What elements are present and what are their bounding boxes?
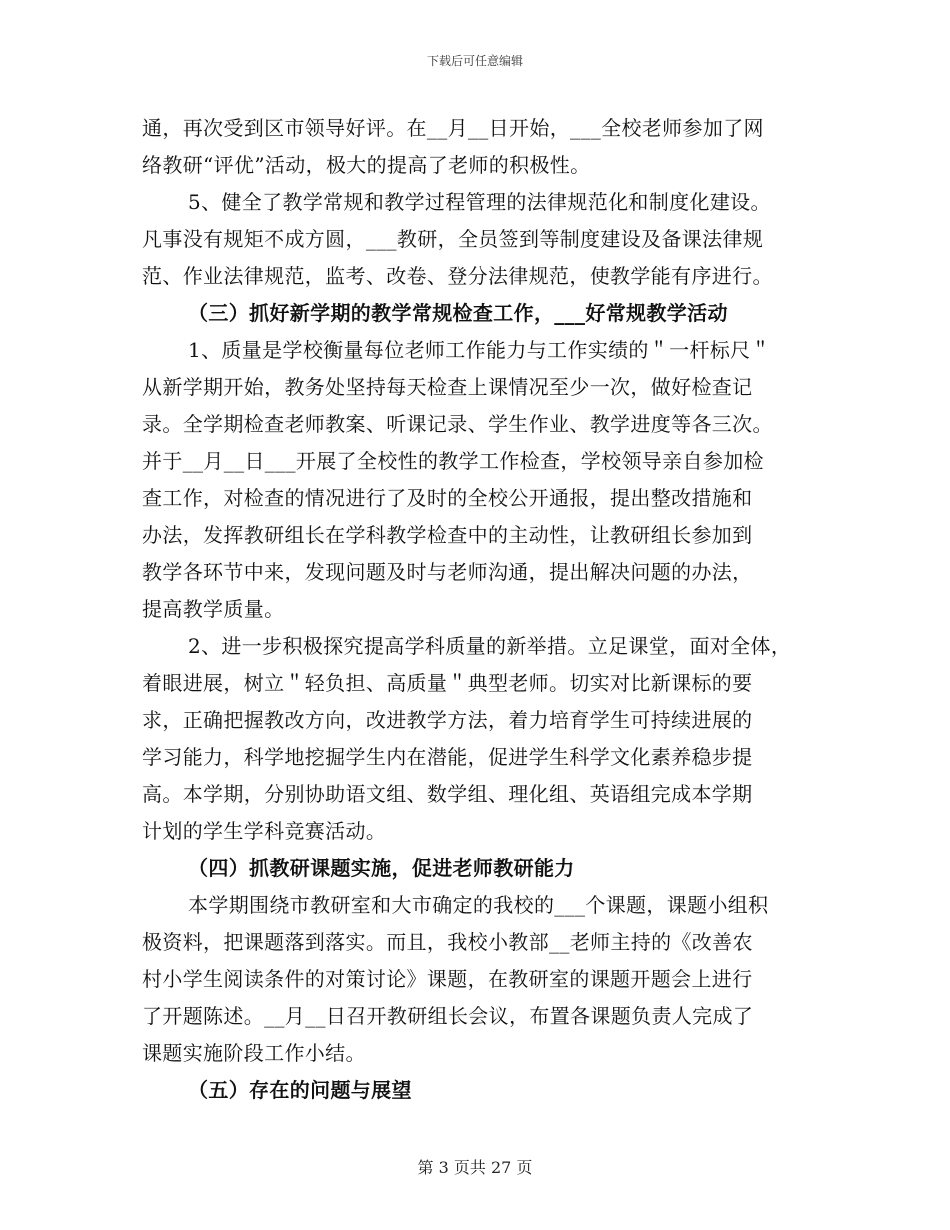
body-line: 村小学生阅读条件的对策讨论》课题，在教研室的课题开题会上进行 [142, 967, 753, 991]
body-line: 着眼进展，树立＂轻负担、高质量＂典型老师。切实对比新课标的要 [142, 671, 753, 695]
body-line: 查工作，对检查的情况进行了及时的全校公开通报，提出整改措施和 [142, 486, 753, 510]
section-heading-3: （三）抓好新学期的教学常规检查工作，___好常规教学活动 [188, 301, 728, 325]
body-line: 凡事没有规矩不成方圆，___教研，全员签到等制度建设及备课法律规 [142, 227, 764, 251]
body-line: 办法，发挥教研组长在学科教学检查中的主动性，让教研组长参加到 [142, 523, 753, 547]
body-line: 通，再次受到区市领导好评。在__月__日开始，___全校老师参加了网 [142, 116, 764, 140]
body-line: 录。全学期检查老师教案、听课记录、学生作业、教学进度等各三次。 [142, 412, 773, 436]
body-line: 计划的学生学科竞赛活动。 [142, 819, 387, 843]
body-line: 极资料，把课题落到落实。而且，我校小教部__老师主持的《改善农 [142, 930, 753, 954]
body-line: 学习能力，科学地挖掘学生内在潜能，促进学生科学文化素养稳步提 [142, 745, 753, 769]
body-line: 课题实施阶段工作小结。 [142, 1041, 366, 1065]
section-heading-4: （四）抓教研课题实施，促进老师教研能力 [188, 856, 575, 880]
body-line: 提高教学质量。 [142, 597, 285, 621]
section-heading-5: （五）存在的问题与展望 [188, 1078, 412, 1102]
body-line: 5、健全了教学常规和教学过程管理的法律规范化和制度化建设。 [188, 190, 771, 214]
body-line: 1、质量是学校衡量每位老师工作能力与工作实绩的＂一杆标尺＂ [188, 338, 771, 362]
page-footer: 第 3 页共 27 页 [417, 1158, 533, 1177]
body-line: 范、作业法律规范，监考、改卷、登分法律规范，使教学能有序进行。 [142, 264, 773, 288]
document-body [142, 110, 827, 1109]
page-header: 下载后可任意编辑 [426, 54, 523, 68]
body-line: 教学各环节中来，发现问题及时与老师沟通，提出解决问题的办法， [142, 560, 753, 584]
body-line: 并于__月__日___开展了全校性的教学工作检查，学校领导亲自参加检 [142, 449, 764, 473]
body-line: 了开题陈述。__月__日召开教研组长会议，布置各课题负责人完成了 [142, 1004, 754, 1028]
body-line: 2、进一步积极探究提高学科质量的新举措。立足课堂，面对全体， [188, 634, 792, 658]
body-line: 高。本学期，分别协助语文组、数学组、理化组、英语组完成本学期 [142, 782, 753, 806]
body-line: 本学期围绕市教研室和大市确定的我校的___个课题，课题小组积 [188, 893, 769, 917]
body-line: 络教研“评优”活动，极大的提高了老师的积极性。 [142, 153, 591, 177]
body-line: 求，正确把握教改方向，改进教学方法，着力培育学生可持续进展的 [142, 708, 753, 732]
body-line: 从新学期开始，教务处坚持每天检查上课情况至少一次，做好检查记 [142, 375, 753, 399]
